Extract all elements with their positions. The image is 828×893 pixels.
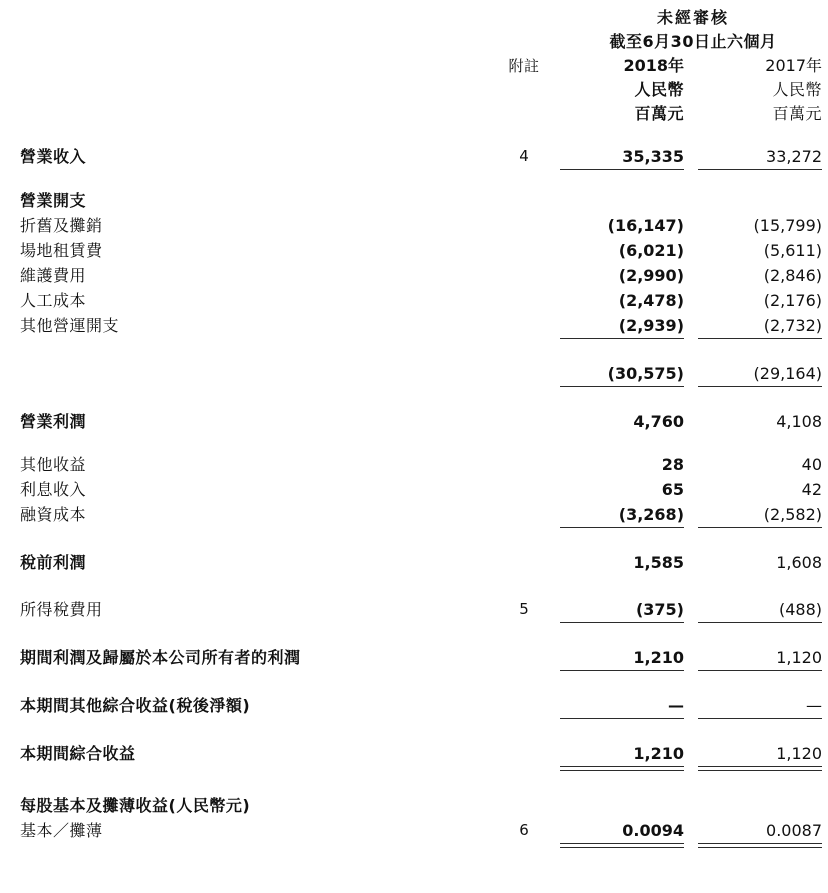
row-other-comprehensive [18, 693, 826, 718]
row-opex-title-label: 營業開支 [20, 191, 87, 210]
spacer [18, 434, 826, 452]
row-site-rental-2017: (5,611) [763, 241, 823, 260]
spacer [18, 671, 826, 693]
header-currency-2017: 人民幣 [772, 80, 823, 99]
row-other-opex-2018: (2,939) [618, 316, 684, 335]
row-maintenance-label: 維護費用 [20, 266, 87, 285]
spacer [18, 575, 826, 597]
row-eps-basic-diluted [18, 818, 826, 843]
header-row-unit [18, 102, 826, 126]
row-profit-before-tax-2017: 1,608 [776, 553, 823, 572]
row-labour-2018: (2,478) [618, 291, 684, 310]
row-eps-rule [18, 843, 826, 848]
row-labour [18, 288, 826, 313]
row-eps-title [18, 793, 826, 818]
row-eps-2017: 0.0087 [766, 821, 823, 840]
header-period: 截至6月30日止六個月 [609, 32, 777, 51]
row-finance-costs-label: 融資成本 [20, 505, 87, 524]
row-other-comprehensive-label: 本期間其他綜合收益(稅後淨額) [20, 696, 251, 715]
row-revenue-2017: 33,272 [766, 147, 823, 166]
row-interest-income-label: 利息收入 [20, 480, 87, 499]
row-profit-before-tax-2018: 1,585 [633, 553, 684, 572]
income-statement-table [18, 6, 826, 848]
spacer [18, 387, 826, 409]
row-other-opex [18, 313, 826, 338]
spacer [18, 623, 826, 645]
row-profit-for-period-2018: 1,210 [633, 648, 684, 667]
spacer [18, 771, 826, 793]
row-total-comprehensive-2018: 1,210 [633, 744, 684, 763]
spacer [18, 126, 826, 144]
rule-eps-2018 [560, 843, 688, 848]
row-profit-before-tax-label: 稅前利潤 [20, 553, 87, 572]
row-profit-before-tax [18, 550, 826, 575]
header-unit-2018: 百萬元 [634, 104, 684, 123]
row-site-rental-2018: (6,021) [618, 241, 684, 260]
row-income-tax [18, 597, 826, 622]
row-other-income-label: 其他收益 [20, 455, 87, 474]
row-opex-total [18, 361, 826, 386]
header-note-column: 附註 [508, 57, 540, 75]
row-interest-income-2017: 42 [801, 480, 823, 499]
header-currency-2018: 人民幣 [634, 80, 684, 99]
header-unaudited: 未經審核 [657, 8, 730, 27]
row-finance-costs [18, 502, 826, 527]
header-row-unaudited [18, 6, 826, 30]
row-operating-profit-2017: 4,108 [776, 412, 823, 431]
row-depreciation-2018: (16,147) [607, 216, 684, 235]
row-profit-for-period-label: 期間利潤及歸屬於本公司所有者的利潤 [20, 648, 301, 667]
row-site-rental-label: 場地租賃費 [20, 241, 103, 260]
row-maintenance-2018: (2,990) [618, 266, 684, 285]
row-labour-2017: (2,176) [763, 291, 823, 310]
spacer [18, 528, 826, 550]
row-other-comprehensive-2018: — [668, 696, 684, 715]
row-depreciation-2017: (15,799) [753, 216, 823, 235]
row-other-opex-2017: (2,732) [763, 316, 823, 335]
row-other-comprehensive-2017: — [806, 696, 823, 715]
row-income-tax-note: 5 [519, 600, 529, 618]
spacer [18, 170, 826, 188]
row-opex-total-label [18, 361, 488, 386]
header-year-2017: 2017年 [765, 56, 823, 75]
spacer [18, 719, 826, 741]
row-eps-basic-diluted-label: 基本／攤薄 [20, 821, 103, 840]
row-other-opex-label: 其他營運開支 [20, 316, 120, 335]
header-row-period [18, 30, 826, 54]
row-operating-profit-label: 營業利潤 [20, 412, 87, 431]
row-depreciation-label: 折舊及攤銷 [20, 216, 103, 235]
row-revenue-label: 營業收入 [20, 147, 87, 166]
row-interest-income-2018: 65 [661, 480, 684, 499]
row-operating-profit-2018: 4,760 [633, 412, 684, 431]
spacer [18, 339, 826, 361]
row-interest-income [18, 477, 826, 502]
row-other-income [18, 452, 826, 477]
row-depreciation [18, 213, 826, 238]
row-total-comprehensive-2017: 1,120 [776, 744, 823, 763]
row-eps-2018: 0.0094 [622, 821, 684, 840]
row-maintenance [18, 263, 826, 288]
row-revenue-2018: 35,335 [622, 147, 684, 166]
header-unit-2017: 百萬元 [772, 104, 823, 123]
row-other-income-2017: 40 [801, 455, 823, 474]
row-site-rental [18, 238, 826, 263]
header-row-currency [18, 78, 826, 102]
row-total-comprehensive [18, 741, 826, 766]
row-revenue-note: 4 [519, 147, 529, 165]
header-year-2018: 2018年 [623, 56, 684, 75]
row-profit-for-period [18, 645, 826, 670]
row-profit-for-period-2017: 1,120 [776, 648, 823, 667]
row-revenue [18, 144, 826, 169]
row-other-income-2018: 28 [661, 455, 684, 474]
rule-eps-2017 [698, 843, 826, 848]
row-maintenance-2017: (2,846) [763, 266, 823, 285]
row-opex-total-2017: (29,164) [753, 364, 823, 383]
row-income-tax-2017: (488) [778, 600, 823, 619]
row-operating-profit [18, 409, 826, 434]
row-labour-label: 人工成本 [20, 291, 87, 310]
row-opex-total-2018: (30,575) [607, 364, 684, 383]
row-income-tax-2018: (375) [635, 600, 684, 619]
row-eps-note: 6 [519, 821, 529, 839]
row-total-comprehensive-label: 本期間綜合收益 [20, 744, 136, 763]
row-opex-title [18, 188, 826, 213]
row-finance-costs-2017: (2,582) [763, 505, 823, 524]
row-finance-costs-2018: (3,268) [618, 505, 684, 524]
header-row-years [18, 54, 826, 78]
row-eps-title-label: 每股基本及攤薄收益(人民幣元) [20, 796, 251, 815]
row-income-tax-label: 所得稅費用 [20, 600, 103, 619]
